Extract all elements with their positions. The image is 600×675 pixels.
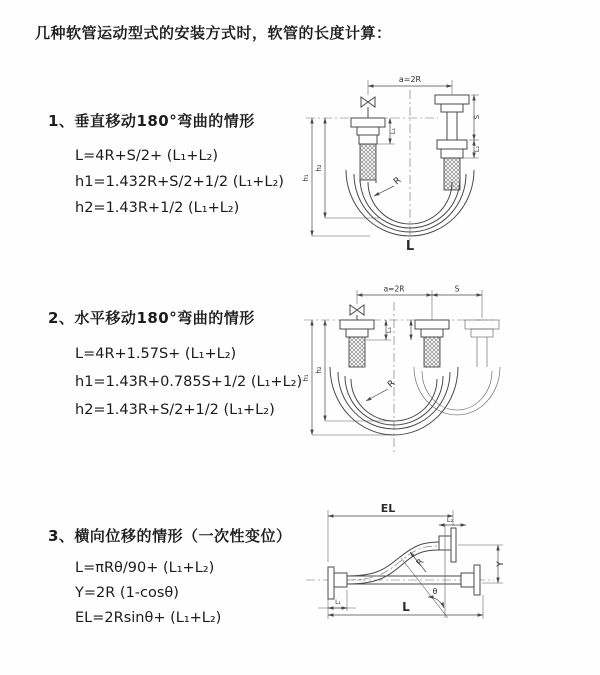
dim-shift-label: S — [454, 284, 460, 294]
displaced-flange — [439, 528, 456, 562]
left-fitting — [340, 320, 374, 367]
formula-line: L=πRθ/90+ (L₁+L₂) — [75, 560, 215, 576]
dim-theta-label: θ — [432, 587, 438, 596]
page-title: 几种软管运动型式的安装方式时，软管的长度计算： — [35, 24, 392, 42]
formula-line: L=4R+S/2+ (L₁+L₂) — [75, 148, 218, 164]
dim-h2-label: h₂ — [315, 366, 323, 374]
formula-line: h1=1.432R+S/2+1/2 (L₁+L₂) — [75, 174, 284, 190]
section-1-heading: 1、垂直移动180°弯曲的情形 — [48, 112, 255, 130]
right-fitting-displaced — [465, 320, 499, 367]
center-fitting — [415, 320, 449, 367]
dim-r-label: R — [386, 378, 398, 391]
dim-h1-label: h₁ — [302, 374, 310, 382]
dim-l2-label: L₂ — [446, 516, 454, 524]
section-horizontal-180 — [48, 307, 302, 424]
section-1-formulas — [48, 143, 284, 221]
formula-line: Y=2R (1-cosθ) — [75, 585, 179, 601]
section-2-formulas — [48, 340, 302, 424]
formula-line: h1=1.43R+0.785S+1/2 (L₁+L₂) — [75, 374, 303, 390]
formula-line: h2=1.43R+1/2 (L₁+L₂) — [75, 200, 240, 216]
dim-s-label: S — [473, 114, 481, 120]
section-vertical-180 — [48, 110, 284, 221]
section-3-heading: 3、横向位移的情形（一次性变位） — [48, 527, 292, 545]
left-fitting — [351, 118, 385, 180]
dim-r-label: R — [414, 557, 427, 569]
dim-r-label: R — [392, 175, 404, 188]
dim-h2-label: h₂ — [315, 164, 323, 172]
diagram-lateral-displacement — [298, 498, 590, 658]
dim-y-label: Y — [496, 561, 506, 567]
dim-l2-label: L₂ — [473, 145, 481, 153]
original-pipe — [306, 565, 494, 599]
section-3-formulas — [48, 556, 291, 631]
dim-span-label: a=2R — [398, 75, 422, 84]
diagram-vertical-180-bend — [298, 70, 570, 260]
formula-line: h2=1.43R+S/2+1/2 (L₁+L₂) — [75, 402, 275, 418]
valve-icon — [350, 305, 364, 320]
dim-el-label: EL — [380, 502, 396, 515]
formula-line: EL=2Rsinθ+ (L₁+L₂) — [75, 610, 222, 626]
section-2-heading: 2、水平移动180°弯曲的情形 — [48, 309, 255, 327]
dim-l1-label: L₁ — [335, 599, 341, 606]
dim-length-label: L — [402, 600, 410, 614]
dim-span-label: a=2R — [383, 284, 405, 294]
hose-u-bend-displaced — [414, 367, 500, 415]
right-fitting — [435, 95, 469, 190]
valve-icon — [361, 97, 375, 118]
dim-l1-label: L₁ — [389, 127, 397, 135]
dim-l1-label: L₁ — [385, 326, 393, 334]
dim-length-label: L — [405, 239, 415, 254]
dim-h1-label: h₁ — [302, 174, 310, 182]
formula-line: L=4R+1.57S+ (L₁+L₂) — [75, 346, 237, 362]
section-lateral-displacement — [48, 525, 291, 631]
diagram-horizontal-180-bend — [298, 282, 570, 467]
